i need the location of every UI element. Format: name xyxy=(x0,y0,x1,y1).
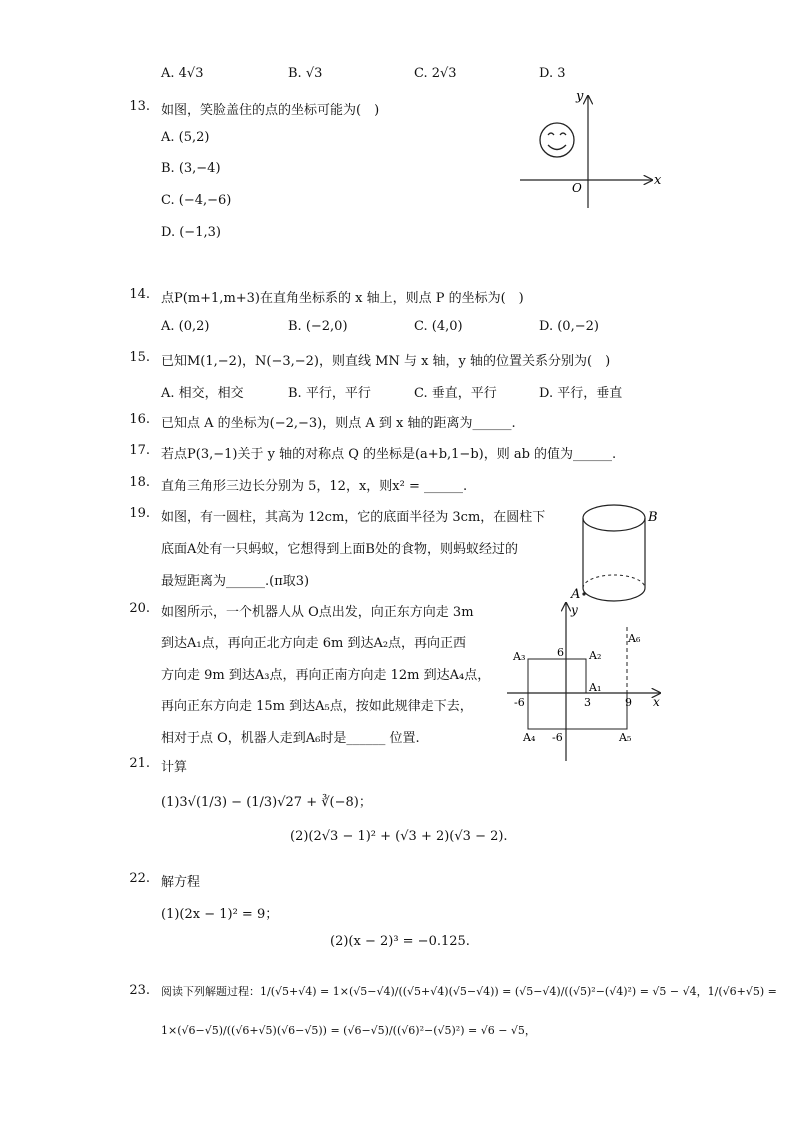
q13-figure xyxy=(512,86,672,216)
cylinder-label-a: A xyxy=(571,587,581,602)
q19-number: 19. xyxy=(129,506,150,521)
q20-line-5: 相对于点 O，机器人走到A₆时是______ 位置. xyxy=(161,731,420,746)
robot-path-figure xyxy=(505,597,670,767)
q21-part-2: (2)(2√3 − 1)² + (√3 + 2)(√3 − 2). xyxy=(290,829,508,844)
q13-text: 如图，笑脸盖住的点的坐标可能为( ) xyxy=(161,103,380,118)
q13-option-b: B. (3,−4) xyxy=(161,161,221,176)
q12-option-a: A. 4√3 xyxy=(161,66,204,81)
q23-number: 23. xyxy=(129,983,150,998)
q14-number: 14. xyxy=(129,287,150,302)
q13-y-label: y xyxy=(576,89,584,104)
q15-option-c: C. 垂直，平行 xyxy=(414,386,497,401)
label-a1: A₁ xyxy=(589,681,602,694)
q12-option-c: C. 2√3 xyxy=(414,66,457,81)
q15-number: 15. xyxy=(129,350,150,365)
tick-neg6-x: -6 xyxy=(514,696,525,709)
q13-option-d: D. (−1,3) xyxy=(161,225,221,240)
label-a6: A₆ xyxy=(628,632,641,645)
q22-part-1: (1)(2x − 1)² = 9； xyxy=(161,907,279,922)
label-a3: A₃ xyxy=(513,650,526,663)
q13-x-label: x xyxy=(654,173,662,188)
q17-text: 若点P(3,−1)关于 y 轴的对称点 Q 的坐标是(a+b,1−b)，则 ab 的值为______. xyxy=(161,447,617,462)
label-a5: A₅ xyxy=(619,731,632,744)
q23-line-2: 1×(√6−√5)/((√6+√5)(√6−√5)) = (√6−√5)/((√6)²−(√5)²) = √6 − √5， xyxy=(161,1024,536,1037)
q20-y-label: y xyxy=(571,603,578,617)
q14-option-b: B. (−2,0) xyxy=(288,319,348,334)
q20-line-4: 再向正东方向走 15m 到达A₅点，按如此规律走下去， xyxy=(161,699,473,714)
cylinder-figure xyxy=(566,500,666,608)
q15-option-b: B. 平行，平行 xyxy=(288,386,371,401)
cylinder-label-b: B xyxy=(648,510,658,525)
q12-option-d: D. 3 xyxy=(539,66,566,81)
q18-text: 直角三角形三边长分别为 5，12，x，则x² = ______. xyxy=(161,479,468,494)
q17-number: 17. xyxy=(129,443,150,458)
q15-option-a: A. 相交，相交 xyxy=(161,386,244,401)
q20-x-label: x xyxy=(653,695,660,709)
q13-origin-label: O xyxy=(572,181,582,195)
q20-line-2: 到达A₁点，再向正北方向走 6m 到达A₂点，再向正西 xyxy=(161,636,467,651)
q22-number: 22. xyxy=(129,871,150,886)
q14-option-a: A. (0,2) xyxy=(161,319,210,334)
q13-option-c: C. (−4,−6) xyxy=(161,193,232,208)
q20-number: 20. xyxy=(129,601,150,616)
q16-number: 16. xyxy=(129,412,150,427)
q13-number: 13. xyxy=(129,99,150,114)
tick-6-y: 6 xyxy=(557,646,564,659)
smiley-face-icon xyxy=(540,123,574,157)
tick-neg6-y: -6 xyxy=(552,731,563,744)
q15-text: 已知M(1,−2)，N(−3,−2)，则直线 MN 与 x 轴，y 轴的位置关系分别为( ) xyxy=(161,354,611,369)
tick-3-x: 3 xyxy=(584,696,591,709)
q21-part-1: (1)3√(1/3) − (1/3)√27 + ∛(−8)； xyxy=(161,795,372,810)
q16-text: 已知点 A 的坐标为(−2,−3)，则点 A 到 x 轴的距离为______. xyxy=(161,416,516,431)
q23-line-1: 阅读下列解题过程：1/(√5+√4) = 1×(√5−√4)/((√5+√4)(√5−√4)) = (√5−√4)/((√5)²−(√4)²) = √5 − √4，1/(√6+√5) = xyxy=(161,985,777,998)
label-a4: A₄ xyxy=(523,731,536,744)
q15-option-d: D. 平行，垂直 xyxy=(539,386,623,401)
q14-option-d: D. (0,−2) xyxy=(539,319,599,334)
q14-text: 点P(m+1,m+3)在直角坐标系的 x 轴上，则点 P 的坐标为( ) xyxy=(161,291,524,306)
q22-part-2: (2)(x − 2)³ = −0.125. xyxy=(330,934,470,949)
label-a2: A₂ xyxy=(589,649,602,662)
q21-number: 21. xyxy=(129,756,150,771)
q13-option-a: A. (5,2) xyxy=(161,130,210,145)
q12-option-b: B. √3 xyxy=(288,66,323,81)
q20-line-1: 如图所示，一个机器人从 O点出发，向正东方向走 3m xyxy=(161,605,474,620)
point-a-marker xyxy=(582,592,585,595)
q19-line-3: 最短距离为______.(π取3) xyxy=(161,574,310,589)
q19-line-1: 如图，有一圆柱，其高为 12cm，它的底面半径为 3cm，在圆柱下 xyxy=(161,510,546,525)
tick-9-x: 9 xyxy=(625,696,632,709)
q22-title: 解方程 xyxy=(161,875,201,890)
q14-option-c: C. (4,0) xyxy=(414,319,463,334)
q18-number: 18. xyxy=(129,475,150,490)
q19-line-2: 底面A处有一只蚂蚁，它想得到上面B处的食物，则蚂蚁经过的 xyxy=(161,542,518,557)
q20-line-3: 方向走 9m 到达A₃点，再向正南方向走 12m 到达A₄点， xyxy=(161,668,491,683)
q21-title: 计算 xyxy=(161,760,188,775)
